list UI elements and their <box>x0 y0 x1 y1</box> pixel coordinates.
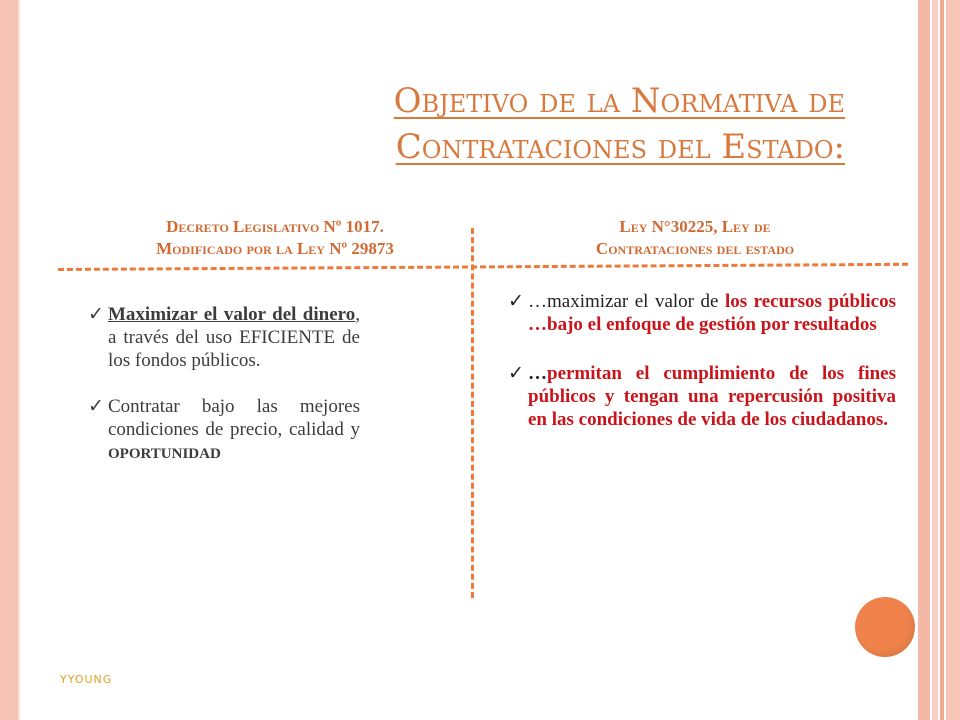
left-header-line-2: Modificado por la Ley Nº 29873 <box>156 239 394 258</box>
right-header-line-1: Ley N°30225, Ley de <box>619 217 771 236</box>
footer-author: YYOUNG <box>60 673 113 686</box>
right-decor-stripes <box>918 0 960 720</box>
checkmark-icon: ✓ <box>88 396 104 417</box>
horizontal-dashed-divider <box>58 263 908 271</box>
item-bold-text: OPORTUNIDAD <box>108 446 221 462</box>
checkmark-icon: ✓ <box>88 304 104 325</box>
list-item <box>88 395 360 466</box>
list-item <box>88 303 360 372</box>
checkmark-icon: ✓ <box>508 291 524 312</box>
item-text: , a través del uso EFICIENTE de los fondos públicos. <box>108 304 360 371</box>
left-header-line-1: Decreto Legislativo Nº 1017. <box>166 217 384 236</box>
item-text: … <box>528 363 547 384</box>
vertical-dashed-divider <box>471 228 474 598</box>
right-column-header <box>500 216 890 260</box>
stripe <box>932 0 938 720</box>
item-text: Contratar bajo las mejores condiciones de precio, calidad y <box>108 396 360 440</box>
item-highlight-text: los recursos públicos …bajo el enfoque de gestión por resultados <box>528 291 896 335</box>
stripe <box>940 0 944 720</box>
checkmark-icon: ✓ <box>508 363 524 384</box>
item-underlined-text: Maximizar el valor del dinero <box>108 304 356 325</box>
left-bullet-list <box>88 303 360 489</box>
list-item <box>508 290 896 336</box>
right-header-line-2: Contrataciones del estado <box>595 239 795 258</box>
item-highlight-text: permitan el cumplimiento de los fines públicos y tengan una repercusión positiva en las condiciones de vida de los ciudadanos. <box>528 363 896 430</box>
left-decor-bar <box>0 0 18 720</box>
stripe <box>918 0 930 720</box>
title-line-1: Objetivo de la Normativa de <box>393 81 845 121</box>
list-item <box>508 362 896 431</box>
slide-title <box>140 78 845 170</box>
left-column-header <box>100 216 450 260</box>
left-decor-bar-inner <box>18 0 20 720</box>
right-bullet-list <box>508 290 896 457</box>
stripe <box>946 0 960 720</box>
decorative-circle <box>855 597 915 657</box>
title-line-2: Contrataciones del Estado: <box>395 127 845 167</box>
item-text: …maximizar el valor de <box>528 291 725 312</box>
